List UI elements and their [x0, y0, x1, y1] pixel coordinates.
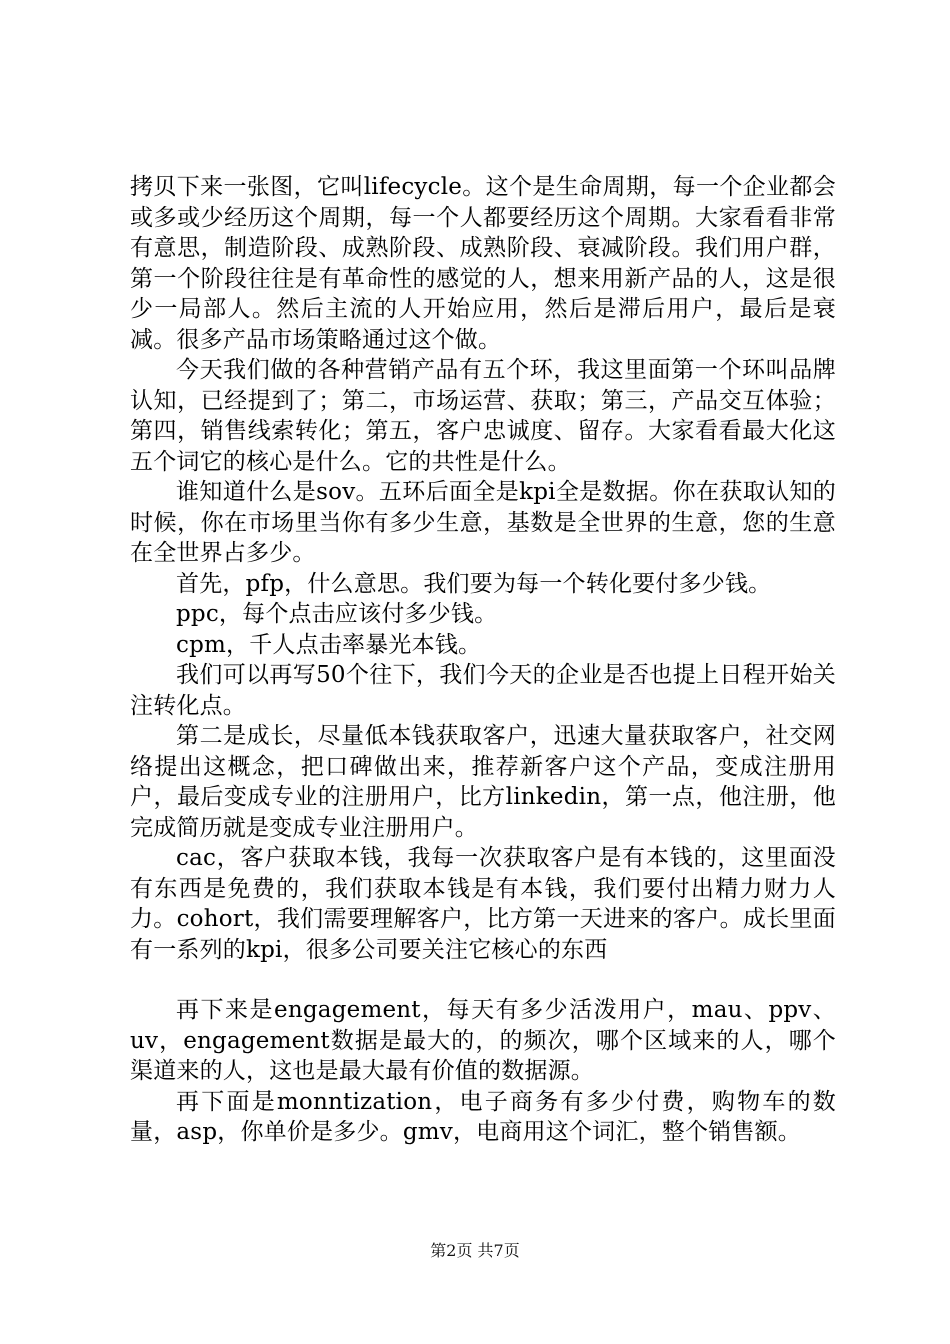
paragraph-five-rings: 今天我们做的各种营销产品有五个环，我这里面第一个环叫品牌认知，已经提到了；第二，市场运营、获取；第三，产品交互体验；第四，销售线索转化；第五，客户忠诚度、留存。大家看看最大化这五个词它的核心是什么。它的共性是什么。: [130, 357, 836, 475]
paragraph-pfp: 首先，pfp，什么意思。我们要为每一个转化要付多少钱。: [176, 570, 772, 597]
paragraph-cpm: cpm，千人点击率暴光本钱。: [176, 631, 482, 658]
paragraph-engagement: 再下来是engagement，每天有多少活泼用户，mau、ppv、uv，engagement数据是最大的，的频次，哪个区域来的人，哪个渠道来的人，这也是最大最有价值的数据源。: [130, 997, 836, 1084]
paragraph-growth: 第二是成长，尽量低本钱获取客户，迅速大量获取客户，社交网络提出这概念，把口碑做出来，推荐新客户这个产品，变成注册用户，最后变成专业的注册用户，比方linkedin，第一点，他注册，他完成简历就是变成专业注册用户。: [130, 723, 836, 841]
paragraph-conversion: 我们可以再写50个往下，我们今天的企业是否也提上日程开始关注转化点。: [130, 662, 836, 719]
paragraph-cac: cac，客户获取本钱，我每一次获取客户是有本钱的，这里面没有东西是免费的，我们获取本钱是有本钱，我们要付出精力财力人力。cohort，我们需要理解客户，比方第一天进来的客户。成长里面有一系列的kpi，很多公司要关注它核心的东西: [130, 845, 836, 963]
paragraph-ppc: ppc，每个点击应该付多少钱。: [176, 601, 498, 627]
paragraph-monetization: 再下面是monntization，电子商务有多少付费，购物车的数量，asp，你单价是多少。gmv，电商用这个词汇，整个销售额。: [130, 1088, 836, 1145]
page-footer: 第2页 共7页: [430, 1241, 520, 1260]
document-body: [130, 172, 836, 1148]
paragraph-gap: [130, 965, 836, 995]
paragraph-lifecycle: 拷贝下来一张图，它叫lifecycle。这个是生命周期，每一个企业都会或多或少经历这个周期，每一个人都要经历这个周期。大家看看非常有意思，制造阶段、成熟阶段、成熟阶段、衰减阶段。我们用户群，第一个阶段往往是有革命性的感觉的人，想来用新产品的人，这是很少一局部人。然后主流的人开始应用，然后是滞后用户，最后是衰减。很多产品市场策略通过这个做。: [130, 174, 836, 353]
paragraph-sov: 谁知道什么是sov。五环后面全是kpi全是数据。你在获取认知的时候，你在市场里当你有多少生意，基数是全世界的生意，您的生意在全世界占多少。: [130, 479, 836, 566]
